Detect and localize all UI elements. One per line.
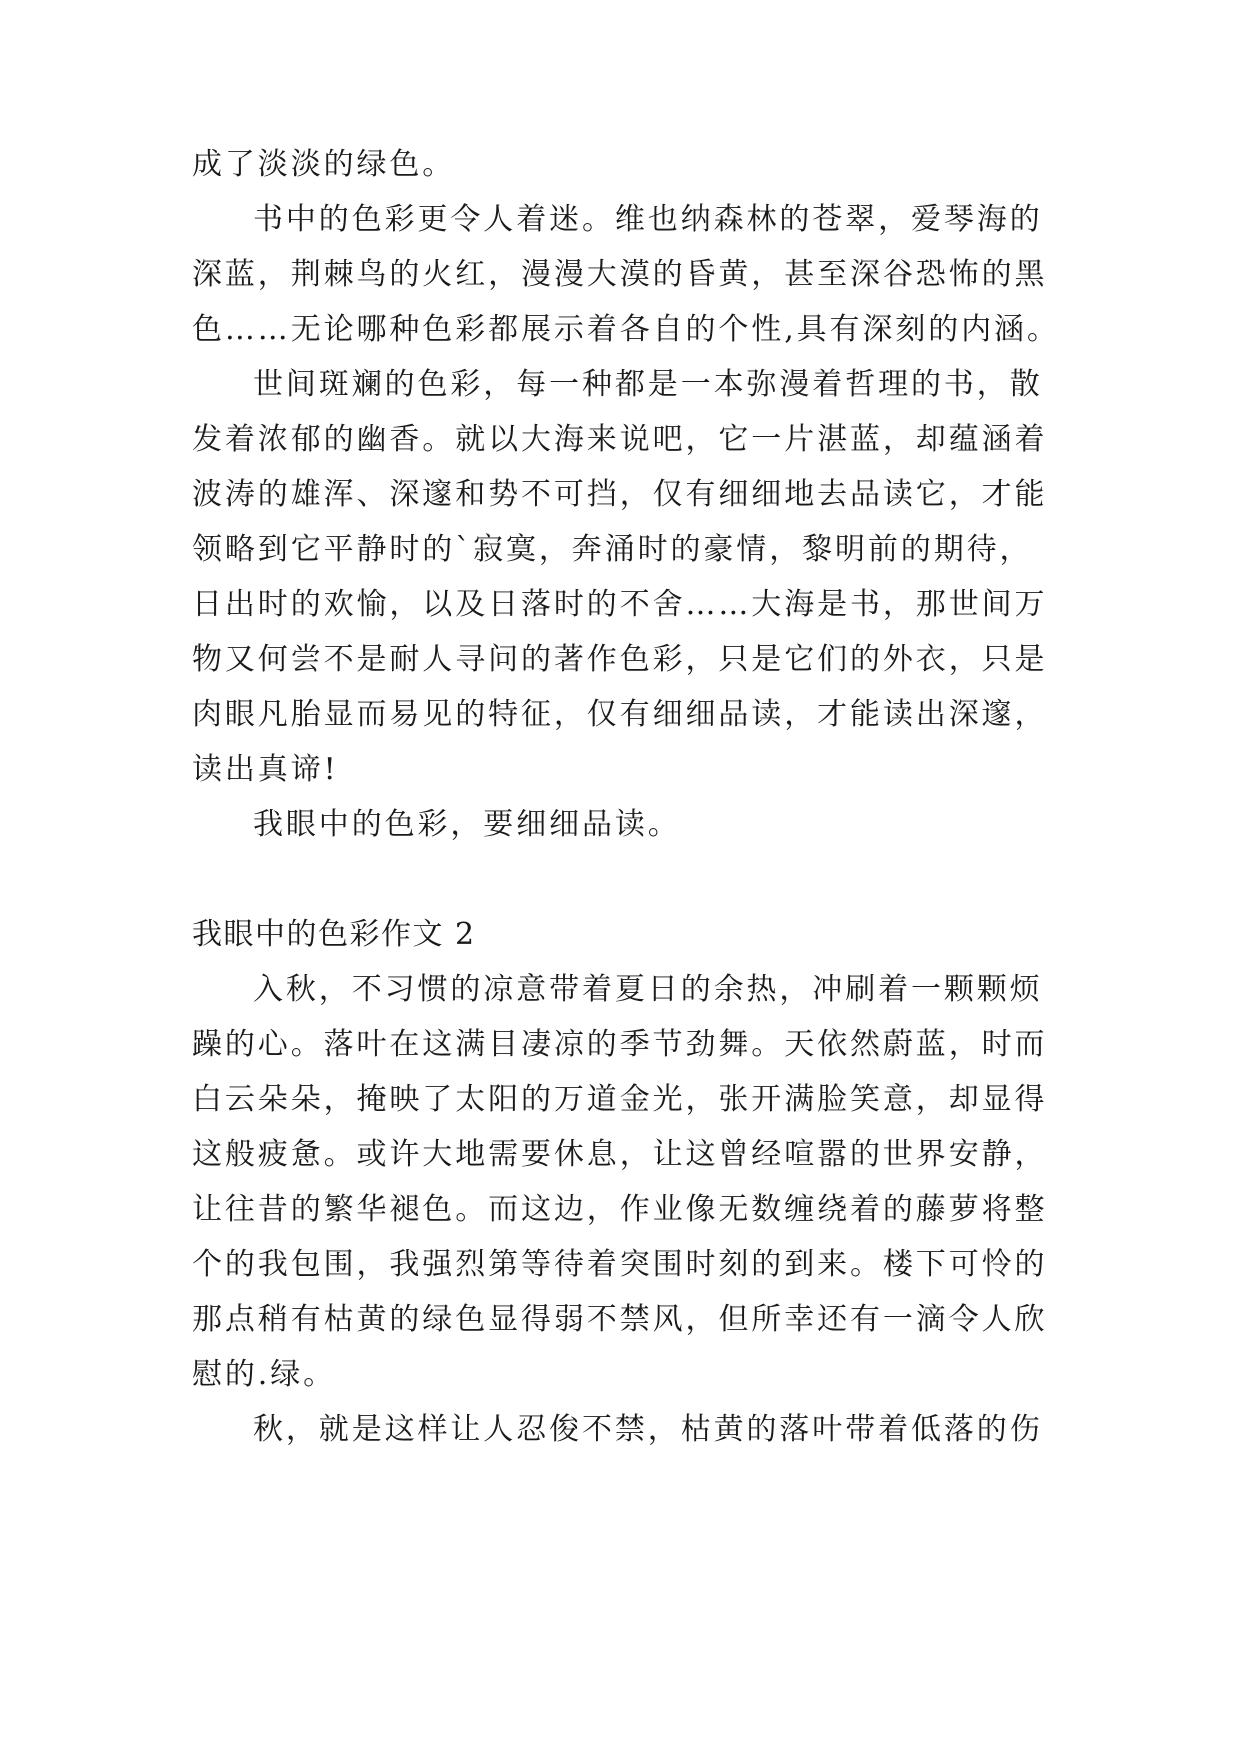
paragraph-line: 读出真谛! (192, 752, 339, 787)
paragraph-line: 成了淡淡的绿色。 (192, 147, 456, 182)
paragraph-line: 色……无论哪种色彩都展示着各自的个性,具有深刻的内涵。 (192, 312, 1060, 347)
paragraph-line: 个的我包围，我强烈第等待着突围时刻的到来。楼下可怜的 (192, 1247, 1048, 1282)
paragraph-line: 物又何尝不是耐人寻问的著作色彩，只是它们的外衣，只是 (192, 642, 1048, 677)
paragraph-line: 让往昔的繁华褪色。而这边，作业像无数缠绕着的藤萝将整 (192, 1192, 1048, 1227)
paragraph-line: 这般疲惫。或许大地需要休息，让这曾经喧嚣的世界安静， (192, 1137, 1048, 1172)
paragraph-line: 深蓝，荆棘鸟的火红，漫漫大漠的昏黄，甚至深谷恐怖的黑 (192, 257, 1048, 292)
paragraph-line: 慰的.绿。 (192, 1357, 337, 1392)
paragraph-line: 那点稍有枯黄的绿色显得弱不禁风，但所幸还有一滴令人欣 (192, 1302, 1048, 1337)
section-title: 我眼中的色彩作文 2 (192, 917, 476, 952)
paragraph-line: 秋，就是这样让人忍俊不禁，枯黄的落叶带着低落的伤 (253, 1412, 1043, 1447)
paragraph-line: 书中的色彩更令人着迷。维也纳森林的苍翠，爱琴海的 (253, 202, 1043, 237)
paragraph-line: 世间斑斓的色彩，每一种都是一本弥漫着哲理的书，散 (253, 367, 1043, 402)
paragraph-line: 波涛的雄浑、深邃和势不可挡，仅有细细地去品读它，才能 (192, 477, 1048, 512)
paragraph-line: 躁的心。落叶在这满目凄凉的季节劲舞。天依然蔚蓝，时而 (192, 1027, 1048, 1062)
paragraph-line: 日出时的欢愉，以及日落时的不舍……大海是书，那世间万 (192, 587, 1048, 622)
paragraph-line: 我眼中的色彩，要细细品读。 (253, 807, 681, 842)
paragraph-line: 发着浓郁的幽香。就以大海来说吧，它一片湛蓝，却蕴涵着 (192, 422, 1048, 457)
paragraph-line: 肉眼凡胎显而易见的特征，仅有细细品读，才能读出深邃， (192, 697, 1048, 732)
paragraph-line: 入秋，不习惯的凉意带着夏日的余热，冲刷着一颗颗烦 (253, 972, 1043, 1007)
paragraph-line: 领略到它平静时的`寂寞，奔涌时的豪情，黎明前的期待， (192, 532, 1033, 567)
paragraph-line: 白云朵朵，掩映了太阳的万道金光，张开满脸笑意，却显得 (192, 1082, 1048, 1117)
